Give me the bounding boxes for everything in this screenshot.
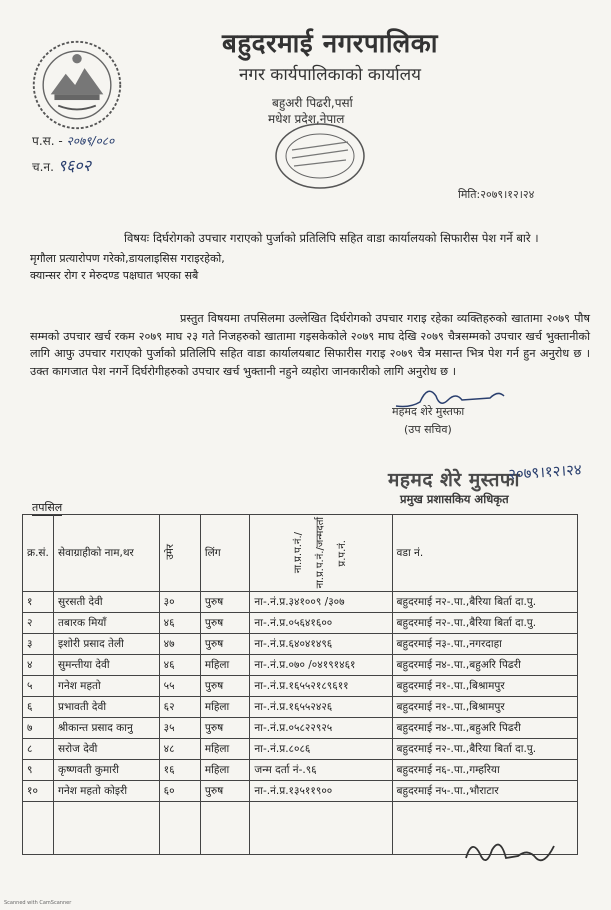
empty-cell xyxy=(23,802,54,855)
header-gender: लिंग xyxy=(200,515,250,592)
table-row xyxy=(23,676,578,697)
cell-gender: महिला xyxy=(200,655,250,676)
cell-gender: पुरुष xyxy=(200,718,250,739)
cell-ward: बहुदरमाई न२-.पा.,बैरिया बिर्ता दा.पु. xyxy=(392,613,577,634)
patra-label: प.स. - xyxy=(32,134,63,148)
cell-sn: १ xyxy=(23,592,54,613)
cell-ward: बहुदरमाई न२-.पा.,बैरिया बिर्ता दा.पु. xyxy=(392,592,577,613)
cell-doc: ना-.नं.प्र.०५८२२९२५ xyxy=(250,718,392,739)
cell-ward: बहुदरमाई न१-.पा.,बिश्रामपुर xyxy=(392,697,577,718)
officer-title-stamp: प्रमुख प्रशासकिय अधिकृत xyxy=(400,492,509,506)
cell-age: १६ xyxy=(159,760,200,781)
chalani-value: ९६०२ xyxy=(57,156,92,175)
header-sn: क्र.सं. xyxy=(23,515,54,592)
cell-doc: ना-.नं.प्र.३४१००९ /३०७ xyxy=(250,592,392,613)
cell-age: ४६ xyxy=(159,613,200,634)
cell-name: सुमन्तीया देवी xyxy=(53,655,159,676)
cell-ward: बहुदरमाई न६-.पा.,गम्हरिया xyxy=(392,760,577,781)
header-doc-2: ना.प्र.प.नं./जन्मदर्ता xyxy=(314,517,326,589)
office-seal-stamp xyxy=(272,120,368,192)
cell-sn: ९ xyxy=(23,760,54,781)
body-text: प्रस्तुत विषयमा तपसिलमा उल्लेखित दिर्घरोगको उपचार गराइ रहेका व्यक्तिहरुको खातामा २०७९ पौष सम्मको उपचार खर्च रकम २०७९ माघ २३ गते निजहरुको खातामा गइसकेकोले २०७९ माघ देखि २०७९ चैत्रसम्मको उपचार खर्च भुक्तानीको लागि आफु उपचार गराएको पुर्जाको प्रतिलिपि सहित वाडा कार्यालयबाट सिफारीस गराइ २०७९ चैत्र मसान्त भित्र पेश गर्न हुन अनुरोध छ ।उक्त कागजात पेश नगर्ने दिर्घरोगीहरुको उपचार खर्च भुक्तानी नहुने व्यहोरा जानकारीको लागि अनुरोध छ । xyxy=(30,312,590,378)
cell-sn: ६ xyxy=(23,697,54,718)
cell-ward: बहुदरमाई न४-.पा.,बहुअरि पिढरी xyxy=(392,655,577,676)
cell-gender: महिला xyxy=(200,739,250,760)
signatory-name: महमद शेरे मुस्तफा xyxy=(392,405,465,418)
cell-name: इशोरी प्रसाद तेली xyxy=(53,634,159,655)
chalani-number xyxy=(32,154,91,176)
cell-age: ६० xyxy=(159,781,200,802)
cell-name: तबारक मियाँ xyxy=(53,613,159,634)
cell-age: ४६ xyxy=(159,655,200,676)
address-line-1: बहुअरी पिढरी,पर्सा xyxy=(272,96,353,110)
municipality-emblem-icon xyxy=(30,38,124,132)
cell-doc: ना-.नं.प्र.६४०४१४९६ xyxy=(250,634,392,655)
table-row xyxy=(23,739,578,760)
header-age-label: उमेर xyxy=(164,543,176,560)
header-name: सेवाग्राहीको नाम,थर xyxy=(53,515,159,592)
cell-doc: ना-.नं.प्र.१६५५२१८९६११ xyxy=(250,676,392,697)
empty-cell xyxy=(200,802,250,855)
recipient-line-1: मृगौला प्रत्यारोपण गरेको,डायलाइसिस गराइरहेको, xyxy=(30,252,225,265)
subject-line xyxy=(124,231,539,246)
patra-value: २०७९/०८० xyxy=(66,134,115,148)
cell-sn: ४ xyxy=(23,655,54,676)
cell-sn: ५ xyxy=(23,676,54,697)
subject-text: दिर्घरोगको उपचार गराएको पुर्जाको प्रतिलिपि सहित वाडा कार्यालयको सिफारीस पेश गर्ने बारे । xyxy=(153,231,539,245)
municipality-title: बहुदरमाई नगरपालिका xyxy=(222,29,438,59)
cell-name: श्रीकान्त प्रसाद कानु xyxy=(53,718,159,739)
table-body xyxy=(23,592,578,855)
cell-name: सरोज देवी xyxy=(53,739,159,760)
letter-body xyxy=(30,310,590,380)
cell-doc: ना-.नं.प्र.८०८६ xyxy=(250,739,392,760)
header-ward: वडा नं. xyxy=(392,515,577,592)
table-row xyxy=(23,781,578,802)
table-row xyxy=(23,634,578,655)
table-row xyxy=(23,718,578,739)
cell-gender: पुरुष xyxy=(200,676,250,697)
table-row xyxy=(23,697,578,718)
address-line-2: मधेश प्रदेश,नेपाल xyxy=(268,112,345,126)
cell-doc: ना-.नं.प्र.०५६४१६०० xyxy=(250,613,392,634)
table-caption: तपसिल xyxy=(32,501,63,514)
cell-name: सुरसती देवी xyxy=(53,592,159,613)
cell-doc: जन्म दर्ता नं-.९६ xyxy=(250,760,392,781)
subject-label: विषयः xyxy=(124,231,150,245)
cell-age: ६२ xyxy=(159,697,200,718)
cell-sn: १० xyxy=(23,781,54,802)
table-row xyxy=(23,655,578,676)
table-row xyxy=(23,760,578,781)
table-row xyxy=(23,592,578,613)
cell-name: प्रभावती देवी xyxy=(53,697,159,718)
officer-name-stamp: महमद शेरे मुस्तफा xyxy=(388,469,520,491)
scanner-watermark: Scanned with CamScanner xyxy=(4,900,72,906)
cell-gender: पुरुष xyxy=(200,634,250,655)
bottom-signature-mark xyxy=(458,828,568,878)
cell-gender: पुरुष xyxy=(200,592,250,613)
beneficiary-table xyxy=(22,514,578,855)
empty-cell xyxy=(159,802,200,855)
cell-name: कृष्णवती कुमारी xyxy=(53,760,159,781)
cell-age: ३५ xyxy=(159,718,200,739)
cell-name: गनेश महतो कोइरी xyxy=(53,781,159,802)
cell-sn: २ xyxy=(23,613,54,634)
cell-doc: ना-.नं.प्र.१६५५२४२६ xyxy=(250,697,392,718)
chalani-label: च.न. xyxy=(32,160,54,174)
cell-sn: ७ xyxy=(23,718,54,739)
recipient-line-2: क्यान्सर रोग र मेरुदण्ड पक्षघात भएका सबै xyxy=(30,269,199,282)
cell-age: ४७ xyxy=(159,634,200,655)
cell-age: ३० xyxy=(159,592,200,613)
handwritten-date: २०७९।१२।२४ xyxy=(507,460,583,484)
cell-ward: बहुदरमाई न१-.पा.,बिश्रामपुर xyxy=(392,676,577,697)
letter-date: मिति:२०७९।१२।२४ xyxy=(458,188,535,201)
header-docs xyxy=(250,515,392,592)
cell-ward: बहुदरमाई न३-.पा.,नगरदाहा xyxy=(392,634,577,655)
cell-gender: महिला xyxy=(200,697,250,718)
header-doc-1: ना.प्र.प.नं./ xyxy=(292,532,304,574)
empty-cell xyxy=(53,802,159,855)
office-subtitle: नगर कार्यपालिकाको कार्यालय xyxy=(238,65,422,85)
cell-doc: ना-.नं.प्र.१३५११९०० xyxy=(250,781,392,802)
header-doc-3: प्र.प.नं. xyxy=(336,539,348,567)
cell-sn: ८ xyxy=(23,739,54,760)
cell-gender: पुरुष xyxy=(200,613,250,634)
cell-gender: महिला xyxy=(200,760,250,781)
empty-cell xyxy=(250,802,392,855)
cell-gender: पुरुष xyxy=(200,781,250,802)
cell-age: ५५ xyxy=(159,676,200,697)
cell-doc: ना-.नं.प्र.०७० /०४१९१४६१ xyxy=(250,655,392,676)
signatory-title: (उप सचिव) xyxy=(404,423,452,436)
cell-ward: बहुदरमाई न४-.पा.,बहुअरि पिढरी xyxy=(392,718,577,739)
patra-sankhya xyxy=(32,132,114,149)
cell-name: गनेश महतो xyxy=(53,676,159,697)
table-row xyxy=(23,613,578,634)
cell-ward: बहुदरमाई न५-.पा.,भौराटार xyxy=(392,781,577,802)
cell-sn: ३ xyxy=(23,634,54,655)
cell-age: ४८ xyxy=(159,739,200,760)
header-age xyxy=(159,515,200,592)
table-header-row xyxy=(23,515,578,592)
cell-ward: बहुदरमाई न२-.पा.,बैरिया बिर्ता दा.पु. xyxy=(392,739,577,760)
